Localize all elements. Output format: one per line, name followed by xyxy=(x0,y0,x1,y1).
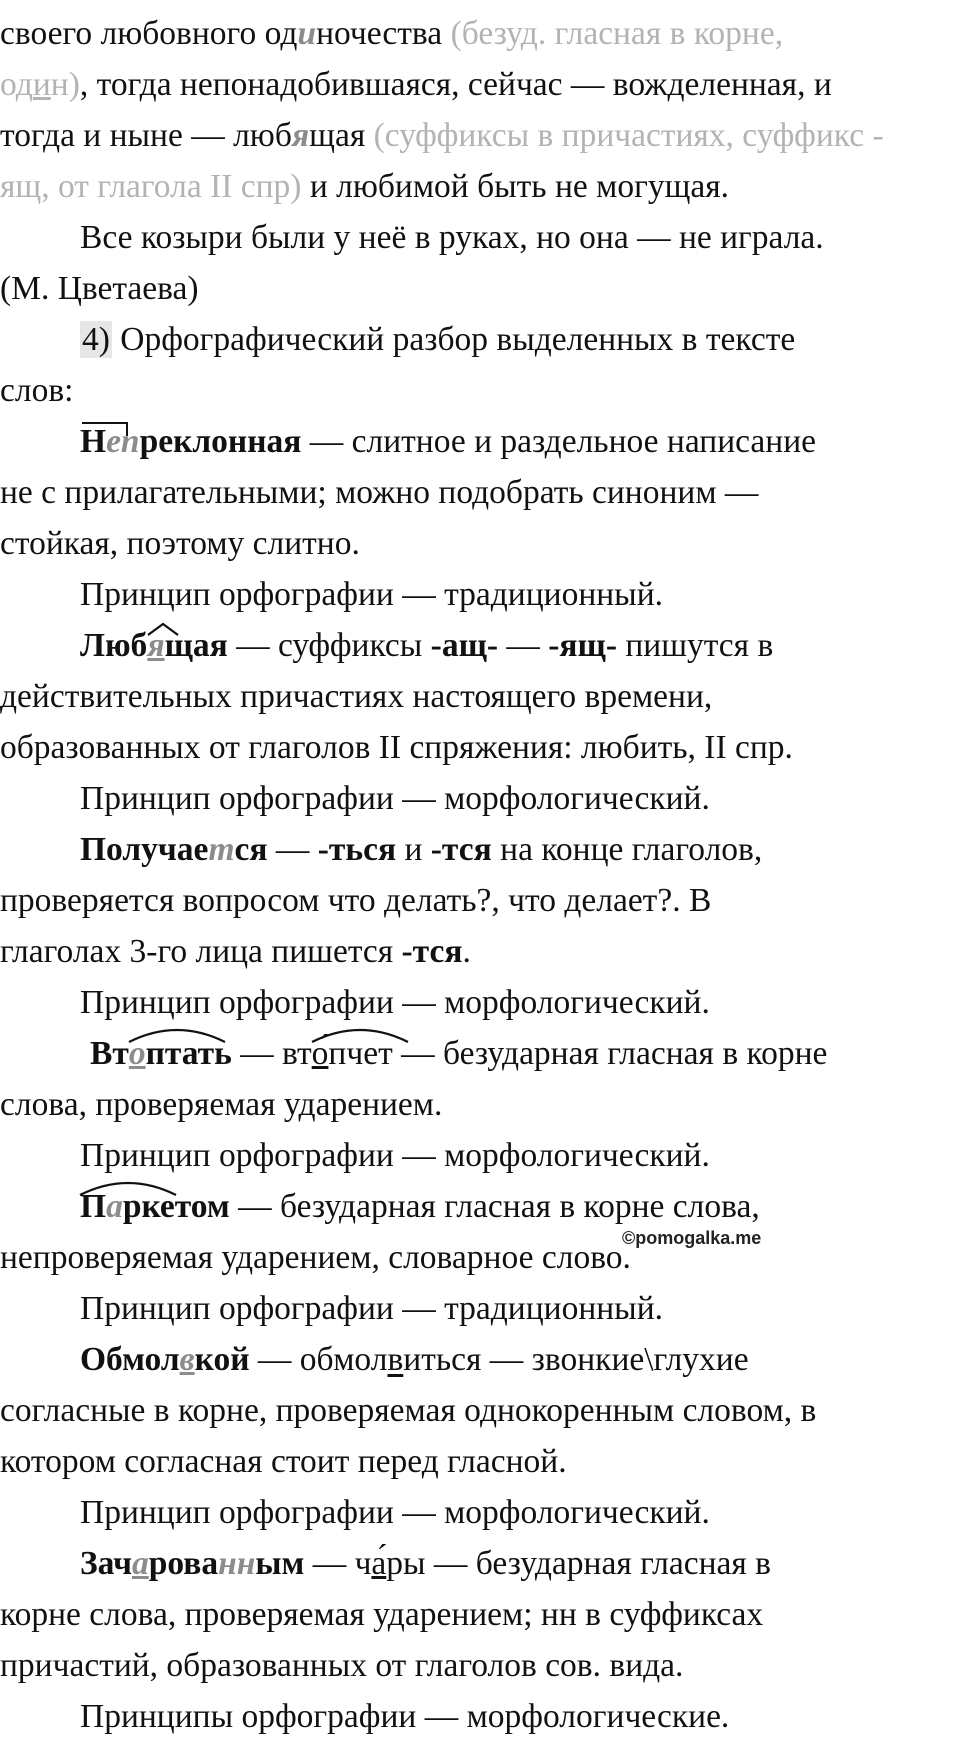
word-part: Н xyxy=(80,423,107,460)
entry-vtoptat xyxy=(0,1028,960,1079)
text-line xyxy=(0,1640,960,1691)
text: — суффиксы xyxy=(227,627,431,664)
text: стойкая, поэтому слитно. xyxy=(0,525,360,562)
ending-text: -тся xyxy=(401,933,463,970)
stressed-letter: о́ xyxy=(311,1035,329,1072)
principle-line xyxy=(0,1691,960,1742)
word-part: Зач xyxy=(80,1545,132,1582)
text: — вт xyxy=(231,1035,312,1072)
principle-line xyxy=(0,1487,960,1538)
text-line-6 xyxy=(0,263,960,314)
text: — xyxy=(498,627,549,664)
word-part: щая xyxy=(164,627,228,664)
text: — безударная гласная в корне xyxy=(392,1035,828,1072)
annotation-text: (суффиксы в причастиях, суффикс - xyxy=(373,117,884,154)
principle-line xyxy=(0,1283,960,1334)
section-heading xyxy=(0,314,960,365)
text-line xyxy=(0,1436,960,1487)
annotation-text: ящ, от глагола II спр) xyxy=(0,168,302,205)
text-line xyxy=(0,1385,960,1436)
highlighted-letter: а xyxy=(131,1545,149,1582)
highlighted-letters: нн xyxy=(218,1545,256,1582)
text: ры — безударная гласная в xyxy=(386,1545,771,1582)
text: котором согласная стоит перед гласной. xyxy=(0,1443,567,1480)
text: слов: xyxy=(0,372,74,409)
ending-text: -тся xyxy=(430,831,492,868)
text: образованных от глаголов II спряжения: любить, II спр. xyxy=(0,729,793,766)
principle-line xyxy=(0,569,960,620)
text: — xyxy=(267,831,318,868)
text-line xyxy=(0,1079,960,1130)
text: — ч xyxy=(304,1545,372,1582)
word-part: кой xyxy=(194,1341,250,1378)
principle-line xyxy=(0,977,960,1028)
text-line xyxy=(0,1589,960,1640)
highlighted-letter: о xyxy=(128,1035,146,1072)
principle-text: Принцип орфографии — морфологический. xyxy=(80,984,710,1021)
text: причастий, образованных от глаголов сов. вида. xyxy=(0,1647,684,1684)
text: и xyxy=(396,831,431,868)
text: щая xyxy=(309,117,374,154)
highlighted-letters: еп xyxy=(106,423,140,460)
word-part: ся xyxy=(234,831,268,868)
text-line-2 xyxy=(0,59,960,110)
principle-text: Принцип орфографии — морфологический. xyxy=(80,1494,710,1531)
text: . xyxy=(462,933,471,970)
text-line xyxy=(0,1232,960,1283)
task-number: 4) xyxy=(82,321,110,358)
text-line xyxy=(0,671,960,722)
highlighted-letter: а xyxy=(106,1188,123,1225)
text: глаголах 3-го лица пишется xyxy=(0,933,402,970)
word-part: ркетом xyxy=(122,1188,230,1225)
text: и любимой быть не могущая. xyxy=(301,168,730,205)
suffix-text: -ящ- xyxy=(548,627,617,664)
stressed-letter: а́ xyxy=(371,1545,387,1582)
text-line-8 xyxy=(0,365,960,416)
word-part: ым xyxy=(255,1545,305,1582)
text-line xyxy=(0,518,960,569)
text: корне слова, проверяемая ударением; нн в суффиксах xyxy=(0,1596,764,1633)
text: пишутся в xyxy=(616,627,774,664)
text-line xyxy=(0,722,960,773)
highlighted-letter: я xyxy=(147,627,165,664)
text: непроверяемая ударением, словарное слово. xyxy=(0,1239,631,1276)
underlined-letter: в xyxy=(387,1341,404,1378)
principle-line xyxy=(0,773,960,824)
text: на конце глаголов, xyxy=(491,831,763,868)
text: иться — звонкие\глухие xyxy=(403,1341,749,1378)
principle-text: Принцип орфографии — морфологический. xyxy=(80,1137,710,1174)
word-part: рова xyxy=(148,1545,219,1582)
text: не с прилагательными; можно подобрать синоним — xyxy=(0,474,759,511)
highlighted-letter: т xyxy=(208,831,235,868)
word-part: Обмол xyxy=(80,1341,180,1378)
word-part: Люб xyxy=(80,627,148,664)
entry-obmolvkoy xyxy=(0,1334,960,1385)
highlighted-letter: я xyxy=(291,117,310,154)
principle-text: Принцип орфографии — морфологический. xyxy=(80,780,710,817)
text-line xyxy=(0,467,960,518)
root-mark xyxy=(312,1028,393,1079)
word-part: П xyxy=(80,1188,107,1225)
prefix-mark xyxy=(80,416,140,467)
text: ночества xyxy=(316,15,451,52)
text: тогда и ныне — люб xyxy=(0,117,292,154)
text-line-1 xyxy=(0,8,960,59)
word-part: реклонная xyxy=(139,423,302,460)
text: проверяется вопросом что делать?, что делает?. В xyxy=(0,882,712,919)
suffix-mark xyxy=(147,620,227,671)
text: слова, проверяемая ударением. xyxy=(0,1086,443,1123)
text: пчет xyxy=(328,1035,393,1072)
ending-text: -ться xyxy=(317,831,397,868)
suffix-text: -ащ- xyxy=(430,627,499,664)
principle-text: Принцип орфографии — традиционный. xyxy=(80,1290,663,1327)
text-line-3 xyxy=(0,110,960,161)
highlighted-letter: в xyxy=(179,1341,195,1378)
entry-zacharovannym xyxy=(0,1538,960,1589)
text-line xyxy=(0,875,960,926)
highlighted-letter: и xyxy=(297,15,317,52)
text: , тогда непонадобившаяся, сейчас — вожделенная, и xyxy=(79,66,832,103)
prefix-mark-icon xyxy=(82,422,128,436)
entry-poluchaetsya xyxy=(0,824,960,875)
text-line-5 xyxy=(0,212,960,263)
annotation-text: н) xyxy=(50,66,80,103)
word-part: птать xyxy=(145,1035,232,1072)
annotation-text: од xyxy=(0,66,33,103)
principle-text: Принцип орфографии — традиционный. xyxy=(80,576,663,613)
root-mark xyxy=(129,1028,232,1079)
watermark: ©pomogalka.me xyxy=(622,1228,762,1248)
text-line xyxy=(0,926,960,977)
entry-lyubyashchaya xyxy=(0,620,960,671)
entry-parketom xyxy=(0,1181,960,1232)
suffix-mark-icon xyxy=(146,622,180,636)
annotation-text: (безуд. гласная в корне, xyxy=(450,15,784,52)
root-mark xyxy=(80,1181,230,1232)
text: Орфографический разбор выделенных в тексте xyxy=(111,321,796,358)
principle-text: Принципы орфографии — морфологические. xyxy=(80,1698,730,1735)
text: Все козыри были у неё в руках, но она — не играла. xyxy=(80,219,824,256)
word-part: Получае xyxy=(80,831,209,868)
principle-line xyxy=(0,1130,960,1181)
root-mark xyxy=(132,1538,149,1589)
text: своего любовного од xyxy=(0,15,298,52)
annotation-underlined-letter: и xyxy=(32,66,51,103)
word-part: Вт xyxy=(90,1035,129,1072)
text: — обмол xyxy=(249,1341,388,1378)
text: действительных причастиях настоящего времени, xyxy=(0,678,713,715)
text: — слитное и раздельное написание xyxy=(301,423,816,460)
text: — безударная гласная в корне слова, xyxy=(229,1188,760,1225)
text: согласные в корне, проверяемая однокоренным словом, в xyxy=(0,1392,817,1429)
text-line-4 xyxy=(0,161,960,212)
author: (М. Цветаева) xyxy=(0,270,199,307)
entry-neprklonnaya xyxy=(0,416,960,467)
